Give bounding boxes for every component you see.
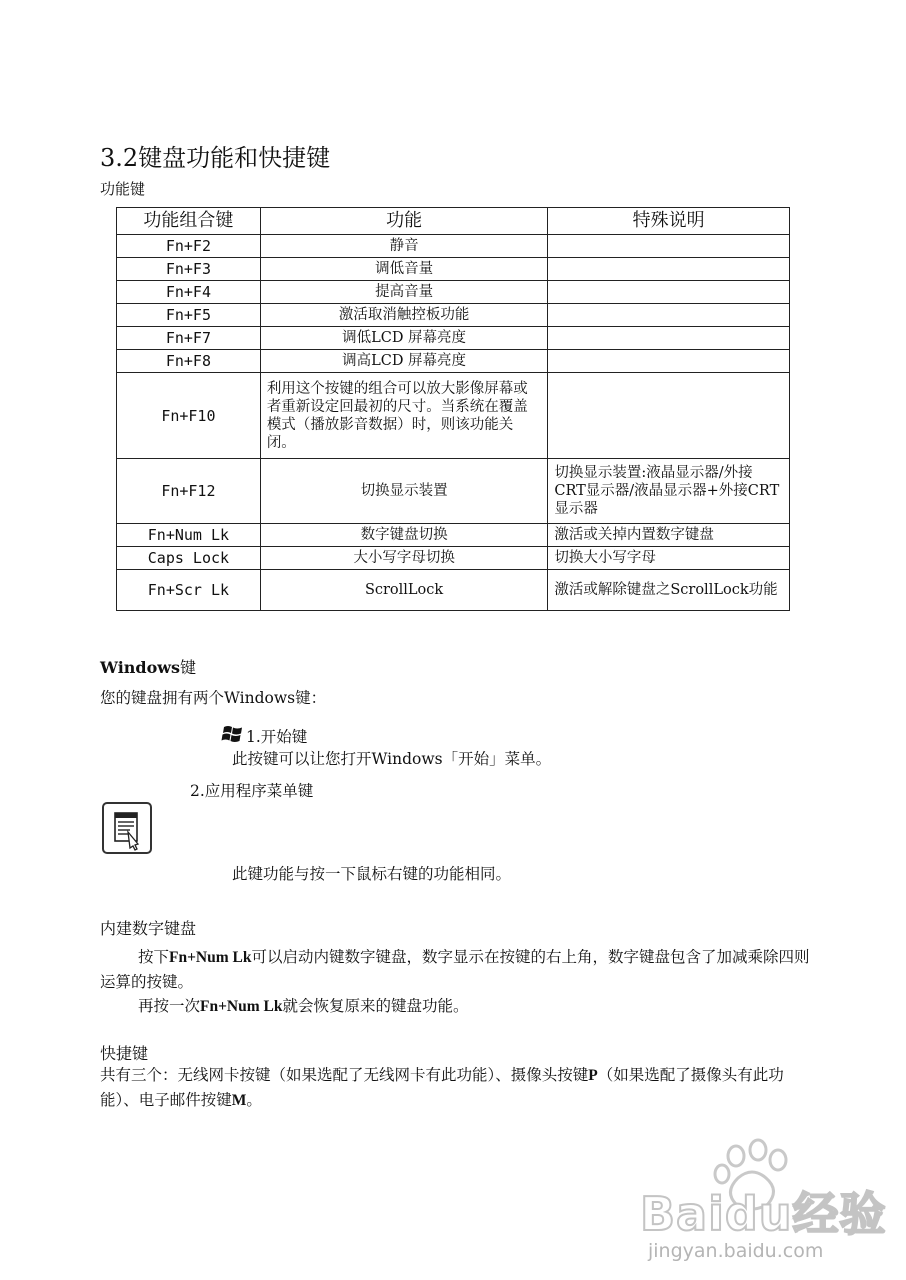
- function-cell: 大小写字母切换: [260, 547, 548, 570]
- function-cell: 切换显示装置: [260, 459, 548, 524]
- table-row: [117, 304, 790, 327]
- note-cell: [548, 281, 790, 304]
- numpad-p2-text-a: 再按一次: [138, 997, 201, 1015]
- key-cell: Fn+F2: [117, 235, 261, 258]
- key-cell: Caps Lock: [117, 547, 261, 570]
- header-note: 特殊说明: [548, 208, 790, 235]
- table-row: [117, 373, 790, 459]
- function-cell: 调低音量: [260, 258, 548, 281]
- hotkeys-title: 快捷键: [100, 1044, 149, 1063]
- table-row: [117, 327, 790, 350]
- table-row: [117, 281, 790, 304]
- start-key-title: 1.开始键: [246, 728, 308, 746]
- numpad-p2-text-b: 就会恢复原来的键盘功能。: [282, 997, 469, 1015]
- baidu-brand: Baidu经验: [640, 1187, 887, 1241]
- function-cell: 静音: [260, 235, 548, 258]
- table-row: [117, 570, 790, 611]
- start-key-desc: 此按键可以让您打开Windows「开始」菜单。: [232, 750, 552, 768]
- app-menu-key-desc: 此键功能与按一下鼠标右键的功能相同。: [232, 865, 512, 883]
- key-cell: Fn+F8: [117, 350, 261, 373]
- note-cell: 激活或关掉内置数字键盘: [548, 524, 790, 547]
- header-key: 功能组合键: [117, 208, 261, 235]
- note-cell: [548, 304, 790, 327]
- baidu-url: jingyan.baidu.com: [648, 1240, 824, 1262]
- key-cell: Fn+F7: [117, 327, 261, 350]
- app-menu-key-icon: [102, 802, 152, 854]
- numpad-p2-key: Fn+Num Lk: [200, 998, 283, 1015]
- windows-key-title-prefix: Windows: [100, 658, 181, 677]
- note-cell: 切换大小写字母: [548, 547, 790, 570]
- key-cell: Fn+F12: [117, 459, 261, 524]
- note-cell: [548, 327, 790, 350]
- key-cell: Fn+F4: [117, 281, 261, 304]
- function-cell: 调低LCD 屏幕亮度: [260, 327, 548, 350]
- function-keys-title: 功能键: [100, 180, 146, 198]
- hotkeys-text-c: 。: [246, 1091, 262, 1109]
- function-key-table: [116, 207, 790, 611]
- table-row: [117, 459, 790, 524]
- windows-key-title: [100, 655, 196, 678]
- numpad-title: 内建数字键盘: [100, 919, 197, 938]
- function-cell: ScrollLock: [260, 570, 548, 611]
- app-menu-key-title: 2.应用程序菜单键: [190, 782, 314, 800]
- hotkeys-key-p: P: [588, 1067, 598, 1084]
- function-cell: 利用这个按键的组合可以放大影像屏幕或者重新设定回最初的尺寸。当系统在覆盖模式（播放影音数据）时，则该功能关闭。: [260, 373, 548, 459]
- note-cell: [548, 350, 790, 373]
- note-cell: [548, 235, 790, 258]
- function-cell: 调高LCD 屏幕亮度: [260, 350, 548, 373]
- table-header-row: [117, 208, 790, 235]
- hotkeys-paragraph: [100, 1063, 810, 1113]
- table-row: [117, 524, 790, 547]
- note-cell: [548, 373, 790, 459]
- note-cell: 切换显示装置:液晶显示器/外接CRT显示器/液晶显示器+外接CRT显示器: [548, 459, 790, 524]
- key-cell: Fn+Scr Lk: [117, 570, 261, 611]
- hotkeys-text-a: 共有三个：无线网卡按键（如果选配了无线网卡有此功能）、摄像头按键: [100, 1066, 589, 1084]
- key-cell: Fn+F3: [117, 258, 261, 281]
- key-cell: Fn+Num Lk: [117, 524, 261, 547]
- numpad-p1-text-b: 可以启动内键数字键盘，数字显示在按键的右上角，数字键盘包含了加减乘除四则运算的按键。: [100, 948, 810, 991]
- table-row: [117, 235, 790, 258]
- page-title: 3.2键盘功能和快捷键: [100, 144, 331, 172]
- baidu-watermark: [640, 1138, 887, 1268]
- windows-logo-icon: [221, 725, 245, 743]
- numpad-paragraph-2: [100, 994, 810, 1019]
- numpad-paragraph-1: [100, 945, 810, 994]
- function-cell: 激活取消触控板功能: [260, 304, 548, 327]
- note-cell: [548, 258, 790, 281]
- windows-key-title-suffix: 键: [180, 658, 197, 677]
- table-row: [117, 258, 790, 281]
- numpad-p1-key: Fn+Num Lk: [169, 949, 252, 966]
- table-row: [117, 350, 790, 373]
- function-cell: 提高音量: [260, 281, 548, 304]
- hotkeys-text-b: （如果选配了摄像头有此功能）、电子邮件按键: [100, 1066, 784, 1109]
- header-function: 功能: [260, 208, 548, 235]
- windows-intro: 您的键盘拥有两个Windows键：: [100, 689, 327, 707]
- numpad-p1-text-a: 按下: [138, 948, 170, 966]
- table-row: [117, 547, 790, 570]
- note-cell: 激活或解除键盘之ScrollLock功能: [548, 570, 790, 611]
- hotkeys-key-m: M: [231, 1092, 247, 1109]
- key-cell: Fn+F5: [117, 304, 261, 327]
- function-cell: 数字键盘切换: [260, 524, 548, 547]
- key-cell: Fn+F10: [117, 373, 261, 459]
